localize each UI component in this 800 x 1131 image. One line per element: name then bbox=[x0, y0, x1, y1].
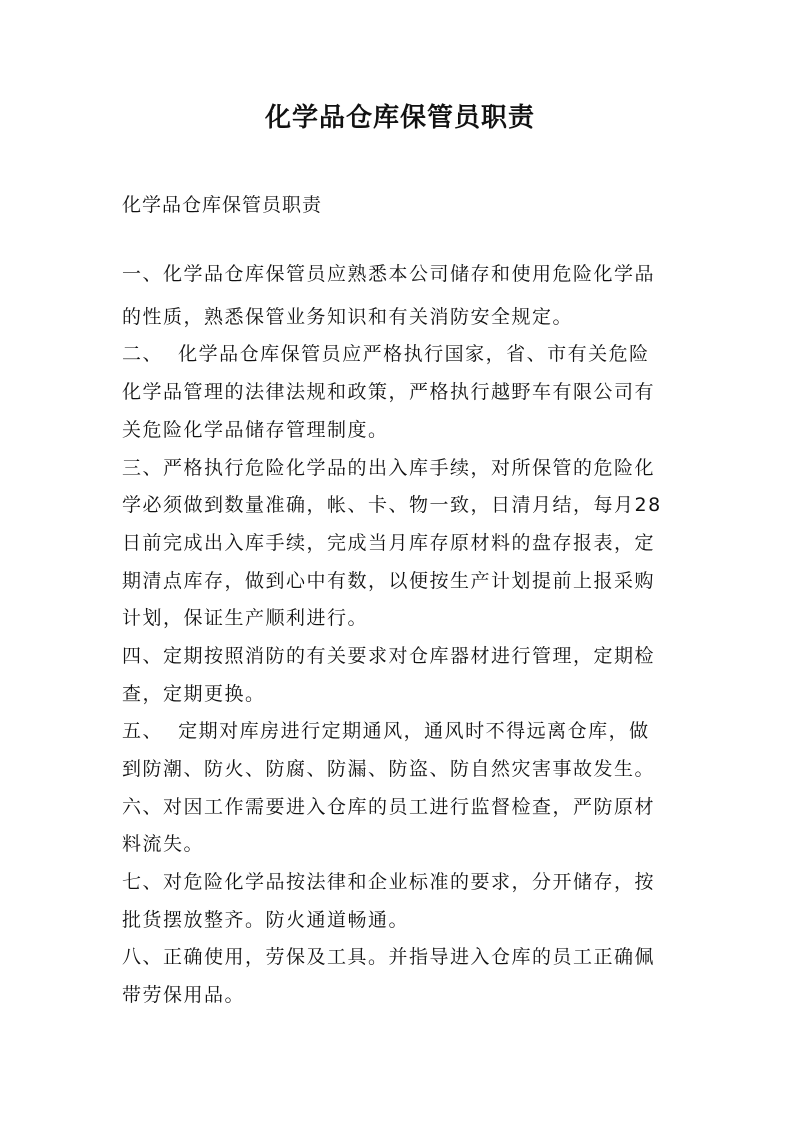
text-line: 到防潮、防火、防腐、防漏、防盗、防自然灾害事故发生。 bbox=[122, 758, 656, 780]
text-line: 关危险化学品储存管理制度。 bbox=[122, 419, 389, 441]
text-line: 学必须做到数量准确，帐、卡、物一致，日清月结，每月28 bbox=[122, 494, 662, 516]
text-line: 化学品管理的法律法规和政策，严格执行越野车有限公司有 bbox=[122, 381, 656, 403]
text-line: 料流失。 bbox=[122, 833, 205, 855]
text-line: 三、严格执行危险化学品的出入库手续，对所保管的危险化 bbox=[122, 457, 656, 479]
text-line: 的性质，熟悉保管业务知识和有关消防安全规定。 bbox=[122, 306, 574, 328]
text-line: 二、 化学品仓库保管员应严格执行国家，省、市有关危险 bbox=[122, 343, 650, 365]
text-line: 日前完成出入库手续，完成当月库存原材料的盘存报表，定 bbox=[122, 532, 656, 554]
document-subtitle: 化学品仓库保管员职责 bbox=[122, 194, 323, 216]
text-line: 期清点库存，做到心中有数，以便按生产计划提前上报采购 bbox=[122, 570, 656, 592]
text-line: 查，定期更换。 bbox=[122, 683, 266, 705]
text-line: 批货摆放整齐。防火通道畅通。 bbox=[122, 909, 410, 931]
text-line: 八、正确使用，劳保及工具。并指导进入仓库的员工正确佩 bbox=[122, 946, 656, 968]
text-line: 五、 定期对库房进行定期通风，通风时不得远离仓库，做 bbox=[122, 720, 650, 742]
text-line: 带劳保用品。 bbox=[122, 984, 246, 1006]
text-line: 四、定期按照消防的有关要求对仓库器材进行管理，定期检 bbox=[122, 645, 656, 667]
text-line: 七、对危险化学品按法律和企业标准的要求，分开储存，按 bbox=[122, 871, 656, 893]
text-line: 六、对因工作需要进入仓库的员工进行监督检查，严防原材 bbox=[122, 796, 656, 818]
document-title: 化学品仓库保管员职责 bbox=[264, 103, 535, 133]
text-line: 计划，保证生产顺利进行。 bbox=[122, 607, 369, 629]
text-line: 一、化学品仓库保管员应熟悉本公司储存和使用危险化学品 bbox=[122, 263, 656, 285]
